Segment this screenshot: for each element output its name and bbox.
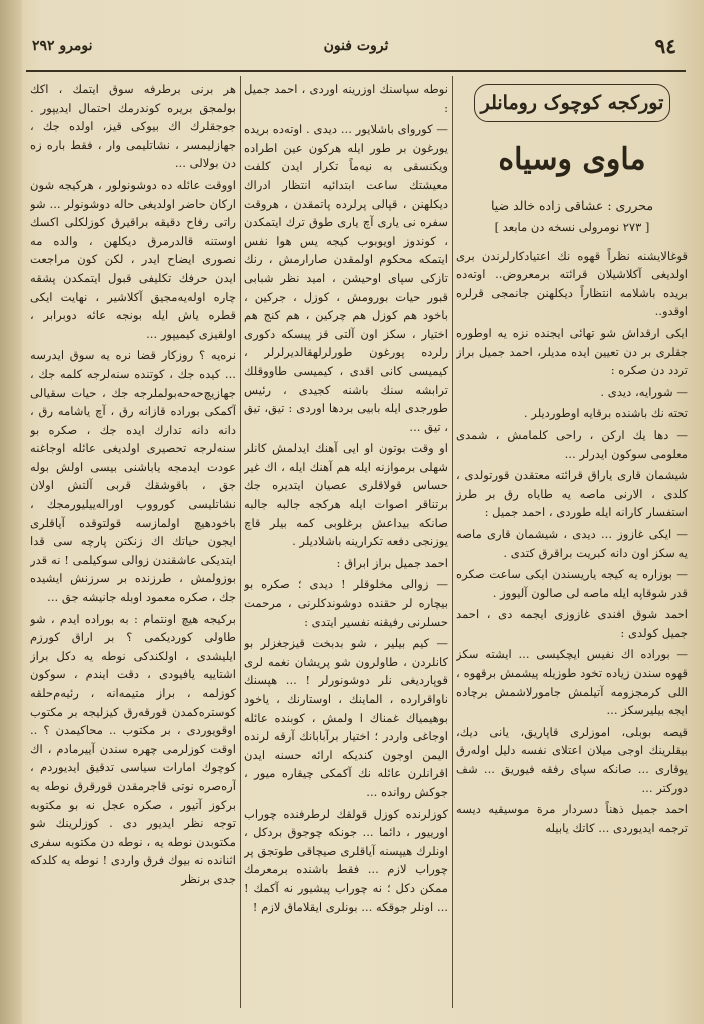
paragraph: — زوالی مخلوقلر ! دیدی ؛ صکره بو بیچاره لر حقنده دوشوندکلرنی ، مرحمت حسلرنی رفیقنه نفسیر ایتدی : [244,577,448,629]
story-title: ماوی وسیاه [498,142,646,177]
paragraph: — کیم بیلیر ، شو بدبخت قیزجغزلر بو کانلردن ، طاولرون شو پریشان نغمه لری قوپاردیغی نلر دوشونورلر ! ... هپسنك ناواقرارده ، الماینك ، اوستارنك ، یاخود بوهیمیاك غمناك ا ولمش ، کوبنده عائله اوجاغی واردر ؛ اختیار برآبابانك آرقه لرنده الیمن اوجون کندیکه ارائه حسنه ایدن اقرانلرن عائله نك آکمکی چیقاره میور ، جوکش روانده ... [244,636,448,799]
paragraph: قیصه بوبلی، اموزلری قاپاریق، یانی دیك، بیقلرینك اوجی میلان اعتلای نفسه دلیل اولەرق یوقاری ... صانکه سپای رفقه فیوریق ... شف دورکتر ... [456,724,688,795]
page-header [26,34,686,68]
paragraph: — شورایه، دیدی . [600,384,688,399]
paragraph: برکیجه هیچ اونتمام : به بوراده ایدم ، شو طاولی کوردیکمی ؟ بر اراق کورزم ایلیشدی ، اولکندکی نوطه یه دکل براز اشتاییه یافیودی ، دقت ایندم ، سوکون کوزلمه ، براز متیمه‌انه ، رئیه‌م‌حلقه کوستره‌کمدن قورقه‌رق کیزلیجه بر مکتوب اوقویوردی ، بر مکتوب .. محاکیمدن ؟ .. اوقت کوزلرمی چهره سندن آییرمادم ، اك کوچوك امارات سیاسی تدقیق ایدیوردم ، آرەصره نوتی قاجرمقدن قورقرق نوطه ‌یه بركوز آتیور ، صکره عجل نه بو مکتوبه توجه نظر ایدیور دی . کوزلرینك شو مکتوبدن نوطه یه ، نوطه دن مکتوبه سفری اثنانده نه بیوك فرق واردی ! نوطه یه کلدکه جدی برنظر [30,611,236,886]
right-column [456,80,688,1010]
paragraph: اووقت عائله ده دوشونولور ، هرکیجه شون ارکان حاضر اولدیغی حاله دوشونولر ... شو راتی رفاح دقیقه براقیرق کوزلکلی اکسك اوستنه قالدرمرق دیکلهن ، والده مه نصوری ایضاح ایدر ، لکن کون مراجعت ایدن حرفك تکلیفی قبول ایتمکدن پشقه چاره اوله‌یه‌مجیق آکلاشیر ، نهایت ایکی قطره یاش ایله بونجه عائه دوبرابر ، اولقیزی کیمیپور ... [30,177,236,341]
section-title: تورکجه کوچوک رومانلر [474,84,670,122]
column-divider-right [452,76,453,1008]
continuation-note: [ ۲۷۳ نومرولی نسخه دن مابعد ] [494,220,650,234]
paragraph: او وقت بوتون او ایی آهنك ایدلمش کانلر شهلی برموازنه ایله هم آهنك ایله ، اك غیر حساس قولاقلری عصیان ایتدیره جك برتناقر اصوات ایله هرکجه جالبه جالبه صانکه بیداعش برغلوبی کمه بیلر قاچ یوزنجی دفعه تکرارینه باشلادیلر . [244,441,448,549]
paragraph: تحته نك باشنده برقایه اوطوردیلر . [523,406,688,421]
header-rule [26,70,686,72]
left-column [30,80,236,1010]
paragraph: — ایکی غازوز ... دیدی ، شیشمان قاری ماصه یه سکز اون دانه کبریت براقرق کتدی . [456,526,688,560]
paragraph: هر برنی برطرفه سوق ایتمك ، اکك بولمجق بریره کوندرمك احتمال ایدیپور . جوجقلرك اك بیوکی قیز، اولده جك ، جهازلیمسر ، نشاتلیمی وار ، فقط باره زه دن بولالی ... [30,82,236,171]
issue-number: نومرو ۲۹۲ [32,38,93,54]
page-number: ٩٤ [654,34,676,58]
paragraph: احمد جمیل براز ابراق : [336,555,448,570]
middle-column [244,80,448,1010]
paragraph: — بوزاره یه کیجه یاریسندن ایکی ساعت صکره قدر شوقاپه ایله ماصه لی صالون آلیووز . [456,567,688,600]
paragraph: کوزلرنده کوزل قولقك لرطرفنده چوراب اورییور ، دائما ... جونکه چوجوق بردکل ، اونلرك هیپسنه آیاقلری صیچاقی طوتجق پر چوراب لازم ... فقط باشنده برمعرمك ممکن دکل ؛ نه چوراب پیشیور نه آکمك ! ... اونلر جوقکه ... بونلری ایقلاماق لازم ! [244,806,448,914]
paragraph: نرەیه ؟ روزکار قضا نره یه سوق ایدرسه ... کیده جك ، کوتنده سنه‌لرجه کلمه جك ، جهازیچ‌حه‌حه‌بولملرجه جك ، حیات سقیالی آکمکی بوراده قازانه رق ، آچ یاشامه رق ، دانه دانه تدارك ایده جك ، صکره بو سنه‌لرجه تحصیری اولدیغی عائله اوجاغنه عودت ایدمجه یاباشنی بیسی اولش بوله جق ، باقوشقك قربی آلتش اولان نشاتلیسی کورووب اوراله‌ییلیورمجك ، باخودهیچ اولمازسه قولتوقده آیاقلری ایجون حیاتك اك زنکتن پارچه سی قدا ایتدیکی عاشقندن زوالی سوکیلمی ! نه قدر بوزولمش ، طرزنده بر سرزنش ایشیده جك ، صکره معمود اوبله جانیشه جق ... [30,348,236,605]
paragraph: نوطه سپاسنك اوزرینه اوردی ، احمد جمیل : [244,82,448,115]
journal-title: ثروت فنون [323,38,389,54]
paragraph: — کوروای باشلایور ... دیدی . اوتەده بریده یورغون بر طور ایله هرکون عین اطراده ویکنسقی به نیه‌ماً تکرار ایدن کلفت معیشتك ساعت ابتدائیه انتظار ادراك دیکلهنن ، قپالی پرلرده پاتمقدن ، هروقت سفره نی یاری آچ یاری طوق ترك ایتمکدن ، کوندوز اویوبوب کیجه یس هوا نفس ایتمکه محکوم اولمقدن صارارمش ، رنك تازکی سپای اوحیشن ، امید نظر شبابی قبور حیات بورومش ، کوزل ، جرکین ، باخود هم کوزل هم چرکین ، هم کنج هم اختیار ، سکز اون آلتی قز پیسکه دکوری رلرده پورغون طورلرلهقالدیرلرلر ، کیمیسی کانی اقدی ، کیمیسی طاووقلك ترابشه سنك باشنه کجیدی ، رئیس طورجدی ایله بابیی بردها اوردی : تیق، تیق ، تیق ... [244,122,448,434]
paragraph: — بوراده اك نفیس ایچکیسی ... ایشته سکز قهوه سندن زیاده تخود طوزیله پیشمش برقهوه ، اللی کرمجزومه آتیلمش جامورلاشمش برچاده ایجه بیلیرسکز ... [456,647,688,718]
column-divider-left [240,76,241,1008]
page-binding-edge [0,0,22,1024]
paragraph: ایکی ارقداش شو تهائی ایجنده نزه یه اوطوره جقلری بر دن تعیین ایده مدیلر، احمد جمیل براز تردد دن صکره : [456,325,688,378]
paragraph: شیشمان قاری یاراق قرائته معتقدن قورتولدی ، کلدی ، الارنی ماصه یه طایاه رق بر طرز استفسار کارانه ایله طوردی ، احمد جمیل : [456,468,688,520]
byline: محرری : عشاقی زاده خالد ضیا [490,198,654,213]
paragraph: احمد جمیل ذهناً دسردار مرة موسیقیه دیسه ترجمه ایدیوردی ... کاتك یابیله [456,802,688,835]
paragraph: قوغالایشنه نظراً قهوه نك اعتیادکارلرندن بری اولدیغی آکلاشیلان قرائته برمعروض.. اوتەده بریده باشلامه انتظاراً دیکلهنن جانمجی قرلره اوقدو.. [456,248,688,319]
paragraph: احمد شوق افندی غازوزی ایجمه دی ، احمد جمیل کولدی : [456,607,688,640]
paragraph: — دها یك ارکن ، راحی کلمامش ، شمدی معلومی سوکون ایدرلر ... [456,427,688,461]
